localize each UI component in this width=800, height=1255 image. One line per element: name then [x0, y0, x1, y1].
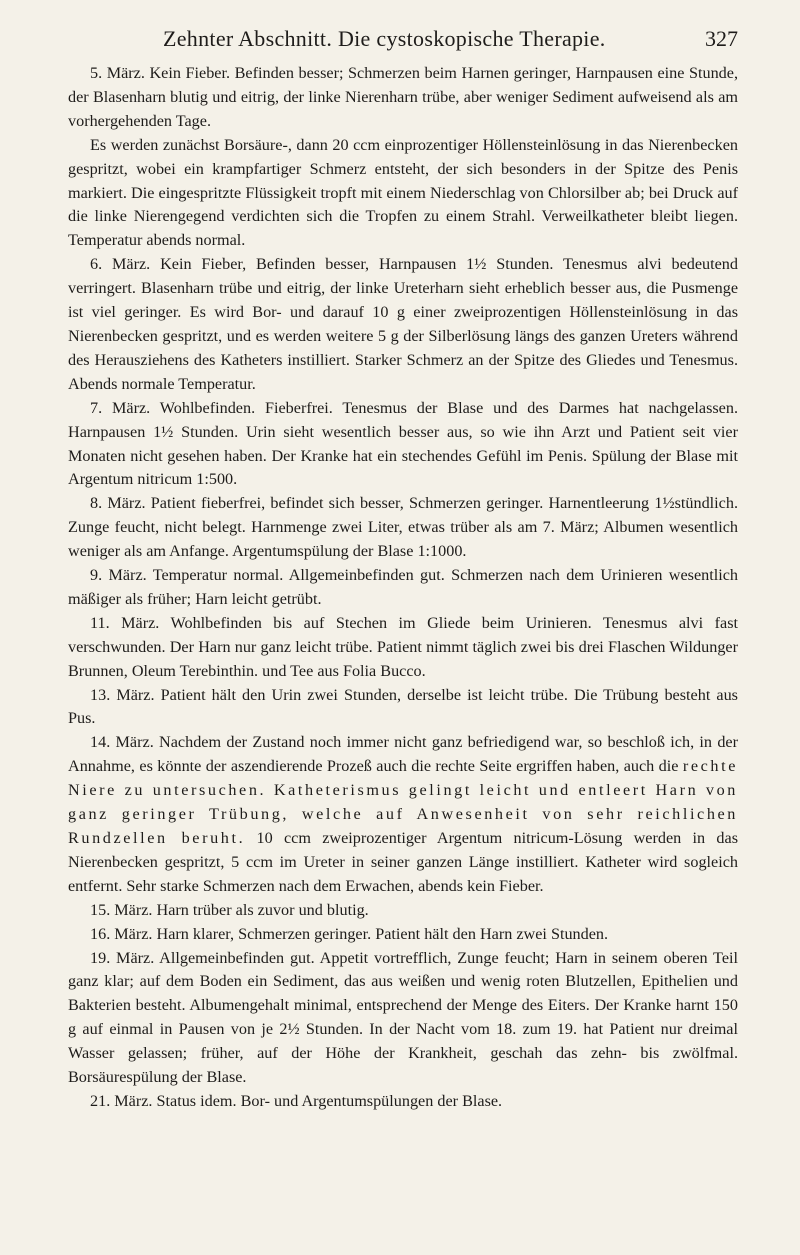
paragraph-5-maerz-cont: Es werden zunächst Borsäure-, dann 20 ccm einprozentiger Höllensteinlösung in das Nierenbecken gespritzt, wobei ein krampfartiger Schmerz entsteht, der sich besonders in der Spitze des Penis markiert. Die eingespritzte Flüssigkeit tropft mit einem Niederschlag von Chlorsilber ab; bei Druck auf die linke Nierengegend verdichten sich die Tropfen zu einem Strahl. Verweilkatheter bleibt liegen. Temperatur abends normal. [68, 135, 738, 250]
paragraph-15-maerz: 15. März. Harn trüber als zuvor und blutig. [90, 900, 369, 919]
paragraph-11-maerz: 11. März. Wohlbefinden bis auf Stechen im Gliede beim Urinieren. Tenesmus alvi fast verschwunden. Der Harn nur ganz leicht trübe. Patient nimmt täglich zwei bis drei Flaschen Wildunger Brunnen, Oleum Terebinthin. und Tee aus Folia Bucco. [68, 613, 738, 680]
p14-spaced-emphasis: rechte Niere zu untersuchen. Katheterismus gelingt leicht und entleert Harn von ganz geringer Trübung, welche auf Anwesenheit von sehr reichlichen Rundzellen beruht. [68, 757, 738, 847]
paragraph-5-maerz: 5. März. Kein Fieber. Befinden besser; Schmerzen beim Harnen geringer, Harnpausen eine Stunde, der Blasenharn blutig und eitrig, der linke Nierenharn trübe, aber weniger Sediment aufweisend als am vorhergehenden Tage. [68, 64, 738, 130]
page-number: 327 [705, 26, 738, 51]
paragraph-8-maerz: 8. März. Patient fieberfrei, befindet sich besser, Schmerzen geringer. Harnentleerung 1½stündlich. Zunge feucht, nicht belegt. Harnmenge zwei Liter, etwas trüber als am 7. März; Albumen wesentlich weniger als am Anfange. Argentumspülung der Blase 1:1000. [68, 494, 738, 561]
p14-before: 14. März. Nachdem der Zustand noch immer nicht ganz befriedigend war, so beschloß ich, in der Annahme, es könnte der aszendierende Prozeß auch die rechte Seite ergriffen haben, auch die [68, 733, 738, 776]
paragraph-13-maerz: 13. März. Patient hält den Urin zwei Stunden, derselbe ist leicht trübe. Die Trübung besteht aus Pus. [68, 685, 738, 728]
running-header [68, 0, 738, 62]
chapter-title: Zehnter Abschnitt. Die cystoskopische Therapie. [163, 26, 606, 51]
paragraph-16-maerz: 16. März. Harn klarer, Schmerzen geringer. Patient hält den Harn zwei Stunden. [90, 924, 609, 943]
paragraph-14-maerz [68, 731, 738, 898]
paragraph-9-maerz: 9. März. Temperatur normal. Allgemeinbefinden gut. Schmerzen nach dem Urinieren wesentlich mäßiger als früher; Harn leicht getrübt. [68, 566, 738, 608]
p14-after: 10 ccm zweiprozentiger Argentum nitricum-Lösung werden in das Nierenbecken gespritzt, 5 ccm im Ureter in seiner ganzen Länge instilliert. Katheter wird sogleich entfernt. Sehr starke Schmerzen nach dem Erwachen, abends kein Fieber. [68, 829, 739, 895]
paragraph-21-maerz: 21. März. Status idem. Bor- und Argentumspülungen der Blase. [90, 1091, 503, 1110]
paragraph-19-maerz: 19. März. Allgemeinbefinden gut. Appetit vortrefflich, Zunge feucht; Harn in seinem oberen Teil ganz klar; auf dem Boden ein Sediment, das aus weißen und wenig roten Blutzellen, Epithelien und Bakterien besteht. Albumengehalt minimal, entsprechend der Menge des Eiters. Der Kranke harnt 150 g auf einmal in Pausen von je 2½ Stunden. In der Nacht vom 18. zum 19. hat Patient nur dreimal Wasser gelassen; früher, auf der Höhe der Krankheit, geschah das zehn- bis zwölfmal. Borsäurespülung der Blase. [68, 948, 738, 1087]
paragraph-6-maerz: 6. März. Kein Fieber, Befinden besser, Harnpausen 1½ Stunden. Tenesmus alvi bedeutend verringert. Blasenharn trübe und eitrig, der linke Ureterharn sieht erheblich besser aus, die Pusmenge ist viel geringer. Es wird Bor- und darauf 10 g einer zweiprozentigen Höllensteinlösung in das Nierenbecken gespritzt, und es werden weitere 5 g der Silberlösung längs des ganzen Ureters während des Herausziehens des Katheters instilliert. Starker Schmerz an der Spitze des Gliedes und Tenesmus. Abends normale Temperatur. [68, 255, 738, 393]
body-text [68, 62, 738, 1114]
paragraph-7-maerz: 7. März. Wohlbefinden. Fieberfrei. Tenesmus der Blase und des Darmes hat nachgelassen. Harnpausen 1½ Stunden. Urin sieht wesentlich besser aus, so wie ihn Arzt und Patient seit vier Monaten nicht gesehen haben. Der Kranke hat ein stechendes Gefühl im Penis. Spülung der Blase mit Argentum nitricum 1:500. [68, 398, 738, 489]
